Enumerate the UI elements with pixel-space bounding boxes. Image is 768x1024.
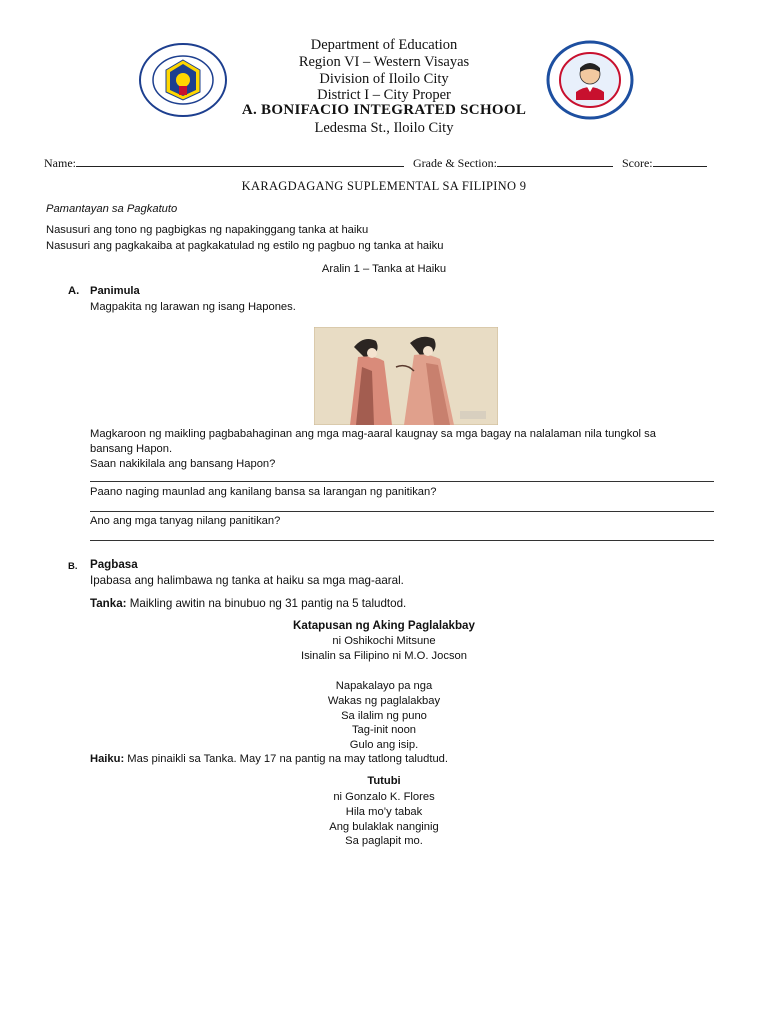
header-division: Division of Iloilo City	[319, 71, 449, 87]
tanka-label: Tanka:	[90, 597, 127, 610]
poem2-title: Tutubi	[367, 775, 401, 787]
section-field[interactable]	[497, 156, 613, 167]
haiku-label: Haiku:	[90, 753, 125, 765]
poem2-line: Ang bulaklak nanginig	[329, 821, 439, 833]
answer-line-1[interactable]	[90, 481, 714, 482]
japanese-woodblock-image	[314, 327, 498, 425]
poem2-line: Sa paglapit mo.	[345, 835, 423, 847]
aralin-title: Aralin 1 – Tanka at Haiku	[321, 263, 447, 275]
header-region: Region VI – Western Visayas	[298, 54, 470, 70]
tanka-definition-text: Maikling awitin na binubuo ng 31 pantig na 5 taludtod.	[126, 597, 407, 610]
section-a-heading: Panimula	[90, 285, 140, 297]
question-2: Paano naging maunlad ang kanilang bansa sa larangan ng panitikan?	[90, 486, 437, 498]
question-3: Ano ang mga tanyag nilang panitikan?	[90, 515, 281, 527]
name-label: Name:	[44, 156, 76, 170]
section-label: Grade & Section:	[413, 156, 497, 170]
question-1: Saan nakikilala ang bansang Hapon?	[90, 458, 276, 470]
tanka-definition	[90, 597, 406, 611]
poem1-line: Sa ilalim ng puno	[341, 710, 427, 722]
score-field[interactable]	[653, 156, 707, 167]
poem1-line: Napakalayo pa nga	[335, 680, 433, 692]
poem1-translator: Isinalin sa Filipino ni M.O. Jocson	[300, 650, 467, 662]
poem1-author: ni Oshikochi Mitsune	[332, 635, 436, 647]
haiku-definition	[90, 752, 448, 766]
haiku-definition-text: Mas pinaikli sa Tanka. May 17 na pantig na may tatlong taludtud.	[124, 753, 449, 765]
section-a-instruction: Magpakita ng larawan ng isang Hapones.	[90, 301, 296, 313]
poem2-line: Hila mo’y tabak	[345, 806, 423, 818]
pamantayan-heading: Pamantayan sa Pagkatuto	[46, 203, 178, 215]
section-b-letter: B.	[68, 561, 78, 572]
answer-line-3[interactable]	[90, 540, 714, 541]
answer-line-2[interactable]	[90, 511, 714, 512]
pamantayan-line-2: Nasusuri ang pagkakaiba at pagkakatulad ng estilo ng pagbuo ng tanka at haiku	[46, 240, 444, 252]
section-b-heading: Pagbasa	[90, 558, 138, 571]
poem2-author: ni Gonzalo K. Flores	[333, 791, 435, 803]
school-name: A. BONIFACIO INTEGRATED SCHOOL	[241, 102, 527, 118]
section-a-letter: A.	[68, 285, 80, 297]
header-district: District I – City Proper	[317, 87, 451, 103]
poem1-line: Tag-init noon	[351, 724, 417, 736]
document-title: KARAGDAGANG SUPLEMENTAL SA FILIPINO 9	[241, 179, 527, 193]
poem1-title: Katapusan ng Aking Paglalakbay	[293, 619, 475, 632]
school-address: Ledesma St., Iloilo City	[314, 120, 454, 136]
student-info-fields	[44, 156, 724, 171]
pamantayan-line-1: Nasusuri ang tono ng pagbigkas ng napakinggang tanka at haiku	[46, 224, 369, 236]
poem1-line: Gulo ang isip.	[349, 739, 419, 751]
name-field[interactable]	[76, 156, 404, 167]
poem1-line: Wakas ng paglalakbay	[327, 695, 441, 707]
score-label: Score:	[621, 156, 653, 170]
discussion-line-2: bansang Hapon.	[90, 443, 173, 455]
section-b-instruction: Ipabasa ang halimbawa ng tanka at haiku sa mga mag-aaral.	[90, 574, 404, 587]
discussion-line-1: Magkaroon ng maikling pagbabahaginan ang mga mag-aaral kaugnay sa mga bagay na nalalaman nila tungkol sa	[90, 428, 656, 440]
header-department: Department of Education	[310, 37, 458, 53]
